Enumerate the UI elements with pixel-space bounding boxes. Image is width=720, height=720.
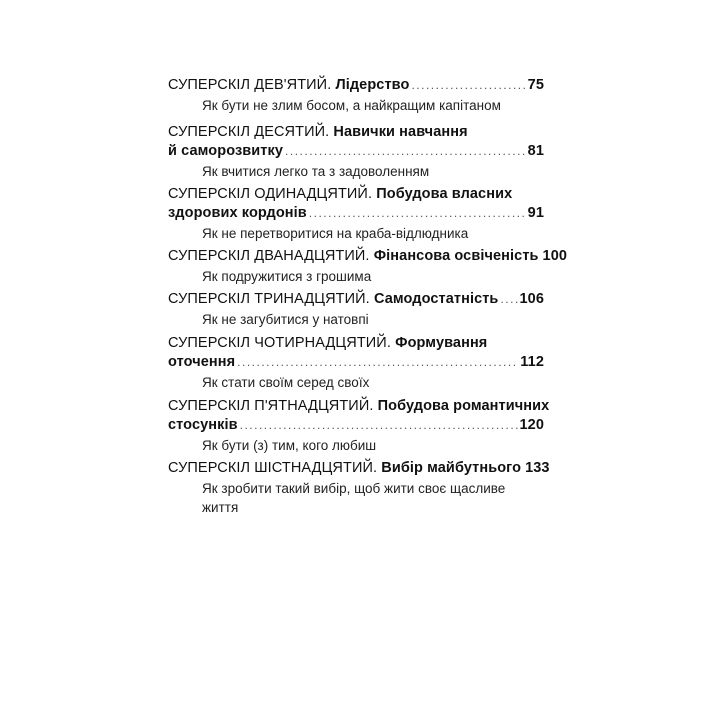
chapter-prefix: СУПЕРСКІЛ ДЕВ'ЯТИЙ. (168, 77, 332, 93)
chapter-prefix: СУПЕРСКІЛ ДЕСЯТИЙ. (168, 124, 330, 140)
dot-leader (309, 206, 526, 220)
page-number: 91 (527, 205, 544, 221)
toc-title-line-2 (168, 205, 544, 224)
chapter-subtitle: Як вчитися легко та з задоволенням (202, 164, 430, 179)
chapter-subtitle: Як подружитися з грошима (202, 269, 372, 284)
chapter-title: Фінансова освіченість (373, 248, 539, 264)
chapter-prefix: СУПЕРСКІЛ ДВАНАДЦЯТИЙ. (168, 248, 370, 264)
chapter-subtitle: Як бути не злим босом, а найкращим капітаном (202, 98, 501, 113)
toc-title-line (168, 460, 550, 479)
chapter-title-continued: оточення (168, 354, 236, 370)
chapter-title: Побудова романтичних (377, 398, 550, 414)
toc-title-line-2 (168, 354, 544, 373)
toc-title-line (168, 291, 544, 310)
chapter-title: Формування (395, 335, 488, 351)
chapter-subtitle: Як не загубитися у натовпі (202, 312, 369, 327)
dot-leader (285, 144, 526, 158)
chapter-subtitle: Як не перетворитися на краба-відлюдника (202, 226, 469, 241)
page-number: 75 (527, 77, 544, 93)
chapter-title-continued: й саморозвитку (168, 143, 284, 159)
chapter-subtitle: Як зробити такий вибір, щоб жити своє щасливе (202, 481, 506, 496)
chapter-title: Вибір майбутнього (381, 460, 522, 476)
toc-entry[interactable] (168, 186, 544, 243)
page-number: 100 (542, 248, 568, 264)
chapter-subtitle-continued: життя (202, 500, 239, 515)
toc-title-line (168, 77, 544, 96)
chapter-prefix: СУПЕРСКІЛ ТРИНАДЦЯТИЙ. (168, 291, 370, 307)
dot-leader (240, 418, 518, 432)
toc-entry[interactable] (168, 291, 544, 329)
toc-title-line (168, 186, 544, 205)
toc-entry[interactable] (168, 460, 550, 517)
chapter-title: Побудова власних (376, 186, 513, 202)
toc-title-line (168, 398, 550, 417)
chapter-title: Лідерство (335, 77, 410, 93)
dot-leader (237, 355, 518, 369)
toc-entry[interactable] (168, 335, 544, 392)
toc-title-line (168, 124, 544, 143)
page-number: 106 (519, 291, 544, 307)
chapter-prefix: СУПЕРСКІЛ ЧОТИРНАДЦЯТИЙ. (168, 335, 391, 351)
dot-leader (500, 292, 517, 306)
chapter-prefix: СУПЕРСКІЛ ШІСТНАДЦЯТИЙ. (168, 460, 378, 476)
page-number: 133 (525, 460, 550, 476)
toc-title-line (168, 335, 544, 354)
chapter-subtitle: Як бути (з) тим, кого любиш (202, 438, 377, 453)
chapter-prefix: СУПЕРСКІЛ ОДИНАДЦЯТИЙ. (168, 186, 373, 202)
page-number: 120 (519, 417, 544, 433)
toc-entry[interactable] (168, 398, 550, 455)
chapter-title-continued: здорових кордонів (168, 205, 307, 221)
toc-entry[interactable] (168, 77, 544, 115)
toc-title-line-2 (168, 143, 544, 162)
dot-leader (411, 78, 525, 92)
chapter-title: Навички навчання (333, 124, 468, 140)
toc-entry[interactable] (168, 124, 544, 181)
toc-title-line-2 (168, 417, 544, 436)
chapter-title-continued: стосунків (168, 417, 238, 433)
toc-entry[interactable] (168, 248, 568, 286)
chapter-title: Самодостатність (373, 291, 499, 307)
page-number: 112 (520, 354, 544, 370)
page-number: 81 (527, 143, 544, 159)
chapter-subtitle: Як стати своїм серед своїх (202, 375, 370, 390)
toc-title-line (168, 248, 568, 267)
chapter-prefix: СУПЕРСКІЛ П'ЯТНАДЦЯТИЙ. (168, 398, 374, 414)
